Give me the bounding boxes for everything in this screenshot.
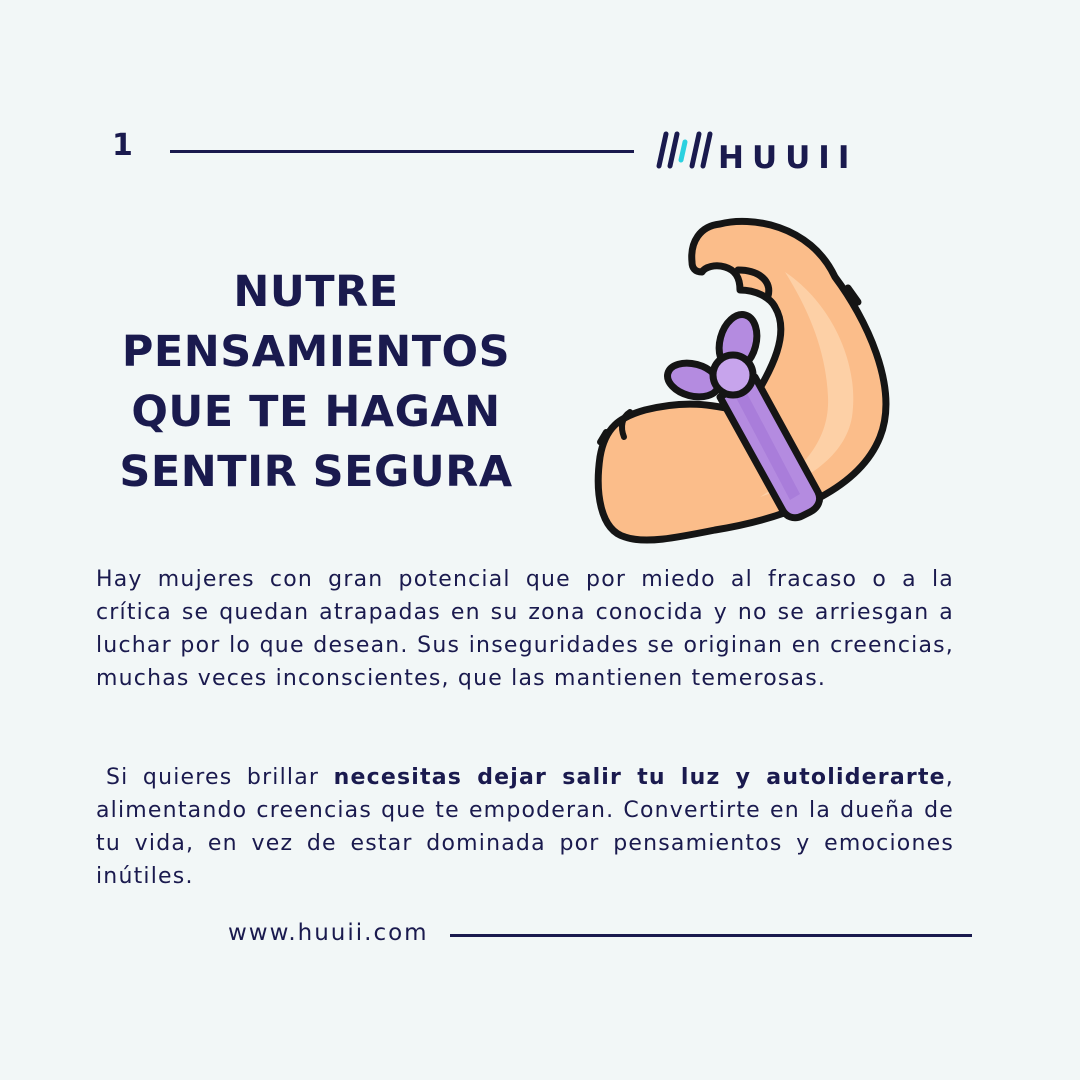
headline-line: NUTRE <box>233 267 399 317</box>
advice-text-end: , alimentando creencias que te empoderan. Convertirte en la dueña de tu vida, en vez de estar dominada por pensamientos y emociones inútiles. <box>96 765 954 889</box>
headline-line: QUE TE HAGAN <box>131 387 501 437</box>
advice-highlight: necesitas dejar salir tu luz y autoliderarte <box>333 765 946 790</box>
huuii-logo <box>650 128 858 176</box>
website-link[interactable]: www.huuii.com <box>228 920 429 946</box>
headline <box>110 262 522 502</box>
bottom-divider <box>450 934 972 937</box>
logo-stripes-icon <box>650 128 714 174</box>
flexed-arm-with-ribbon-icon <box>590 212 900 552</box>
logo-wordmark: HUUII <box>718 140 858 176</box>
headline-line: PENSAMIENTOS <box>121 327 511 377</box>
advice-paragraph <box>96 761 954 893</box>
advice-text: Si quieres brillar <box>106 765 334 790</box>
intro-paragraph: Hay mujeres con gran potencial que por miedo al fracaso o a la crítica se quedan atrapadas en su zona conocida y no se arriesgan a luchar por lo que desean. Sus inseguridades se originan en creencias, muchas veces inconscientes, que las mantienen temerosas. <box>96 567 954 691</box>
headline-line: SENTIR SEGURA <box>119 447 513 497</box>
top-divider <box>170 150 634 153</box>
page-number: 1 <box>112 128 133 163</box>
